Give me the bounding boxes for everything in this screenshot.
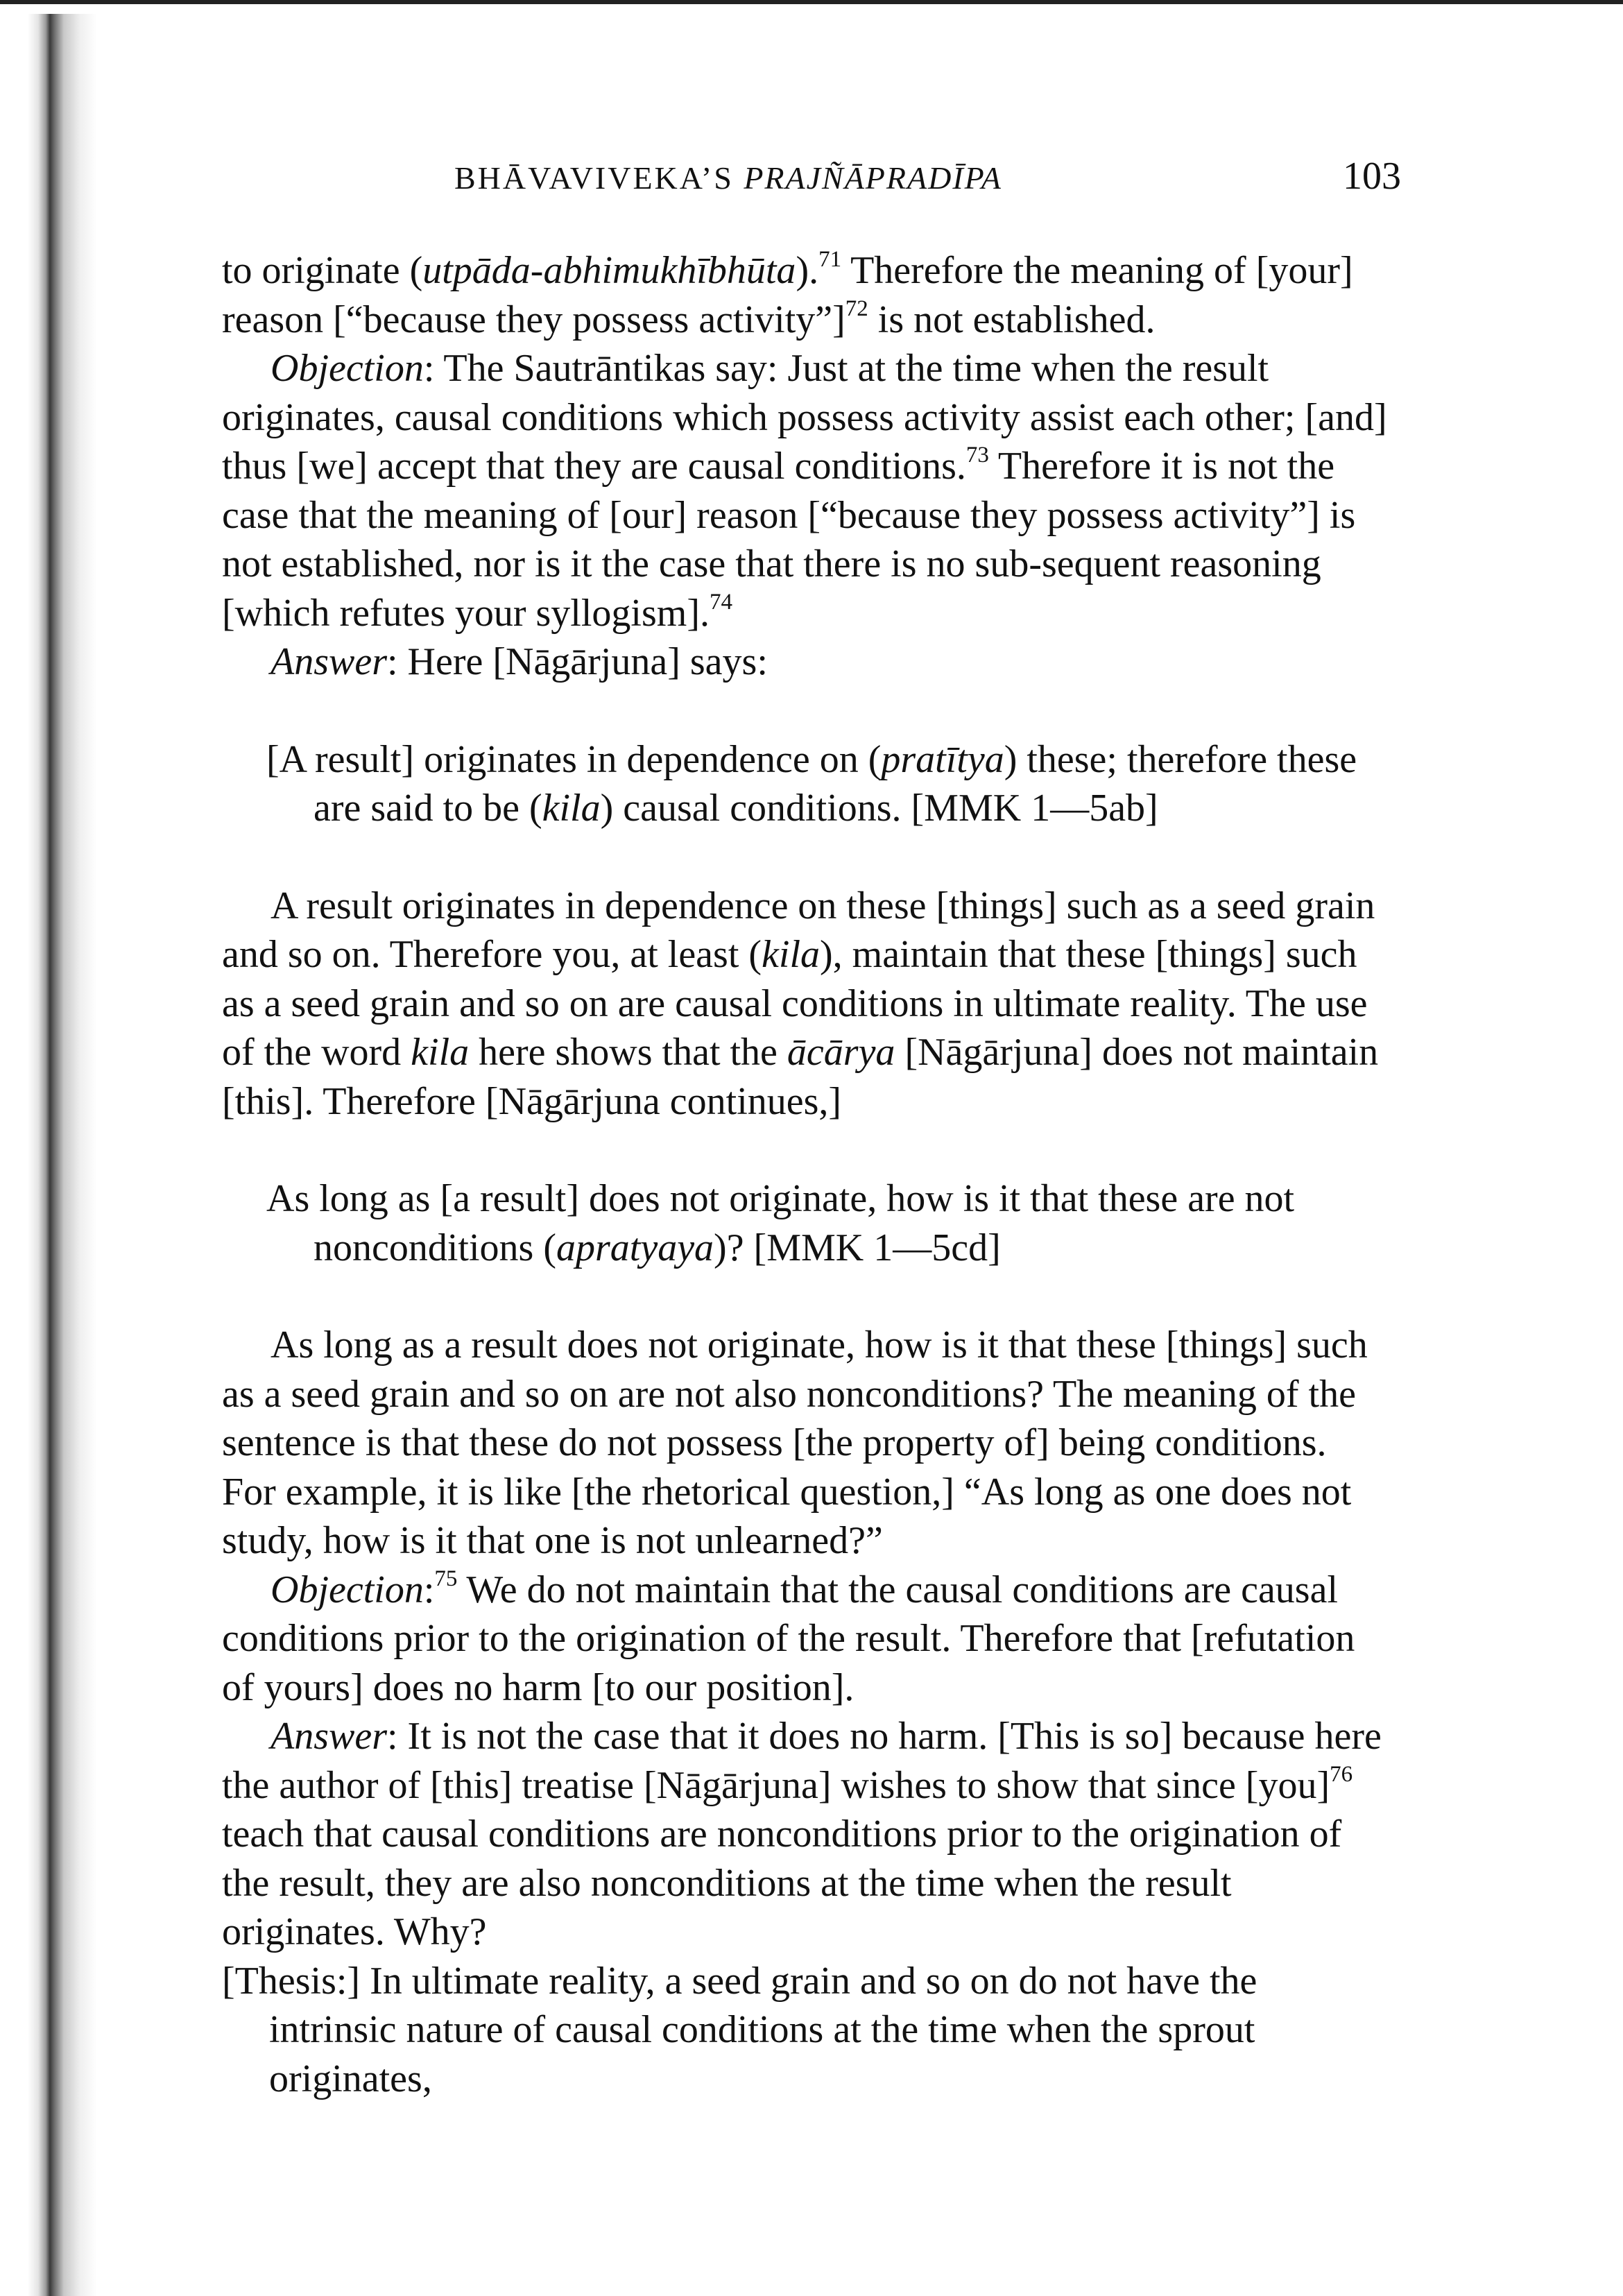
verse-mmk-1-5ab: [A result] originates in dependence on (pratītya) these; therefore these are said to be (kila) causal conditions. [MMK 1—5ab] bbox=[266, 737, 1357, 830]
spacer bbox=[222, 833, 1387, 882]
spacer bbox=[222, 1272, 1387, 1321]
footnote-ref-71: 71 bbox=[818, 247, 842, 273]
paragraph-commentary-nonconditions: As long as a result does not originate, how is it that these [things] such as a seed grain and so on are not also nonconditions? The meaning of the sentence is that these do not possess [the property of] being conditions. For example, it is like [the rhetorical question,] “As long as one does not study, how is it that one is not unlearned?” bbox=[222, 1323, 1368, 1562]
running-head-author: BHĀVAVIVEKA’S bbox=[454, 160, 734, 196]
page-number: 103 bbox=[1343, 155, 1401, 198]
verse-mmk-1-5cd: As long as [a result] does not originate, how is it that these are not nonconditions (apratyaya)? [MMK 1—5cd] bbox=[266, 1177, 1295, 1269]
body-text bbox=[222, 246, 1387, 2103]
paragraph-answer-intro: Answer: Here [Nāgārjuna] says: bbox=[270, 640, 768, 683]
footnote-ref-75: 75 bbox=[434, 1566, 458, 1591]
paragraph-objection-prior: Objection:$^{75}$ We do not maintain that the causal conditions are causal conditions prior to the origination of the result. Therefore that [refutation of yours] does no harm [to our position]. bbox=[222, 1566, 1355, 1709]
spacer bbox=[222, 687, 1387, 735]
footnote-ref-72: 72 bbox=[845, 295, 868, 321]
paragraph-commentary-kila: A result originates in dependence on these [things] such as a seed grain and so on. Therefore you, at least (kila), maintain that these [things] such as a seed grain and so on are causal conditions in ultimate reality. The use of the word kila here shows that the ācārya [Nāgārjuna] does not maintain [this]. Therefore [Nāgārjuna continues,] bbox=[222, 884, 1379, 1123]
spacer bbox=[222, 1126, 1387, 1174]
paragraph-continuation: to originate (utpāda-abhimukhībhūta).$^{71}$ Therefore the meaning of [your] reason [“because they possess activity”]$^{72}$ is not established. bbox=[222, 247, 1353, 341]
footnote-ref-74: 74 bbox=[709, 589, 732, 615]
running-head bbox=[454, 160, 1002, 196]
footnote-ref-76: 76 bbox=[1330, 1761, 1353, 1787]
paragraph-answer-harm: Answer: It is not the case that it does no harm. [This is so] because here the author of [this] treatise [Nāgārjuna] wishes to show that since [you]$^{76}$ teach that causal conditions are nonconditions prior to the origination of the result, they are also nonconditions at the time when the result originates. Why? bbox=[222, 1715, 1382, 1953]
paragraph-thesis: [Thesis:] In ultimate reality, a seed grain and so on do not have the intrinsic nature of causal conditions at the time when the sprout originates, bbox=[222, 1959, 1257, 2100]
footnote-ref-73: 73 bbox=[965, 443, 989, 468]
paragraph-objection-sautrantikas: Objection: The Sautrāntikas say: Just at the time when the result originates, causal conditions which possess activity assist each other; [and] thus [we] accept that they are causal conditions.$^{73}$ Therefore it is not the case that the meaning of [our] reason [“because they possess activity”] is not established, nor is it the case that there is no sub-sequent reasoning [which refutes your syllogism].$^{74}$ bbox=[222, 347, 1387, 635]
running-head-title: PRAJÑĀPRADĪPA bbox=[744, 160, 1002, 196]
page-header bbox=[222, 154, 1401, 203]
